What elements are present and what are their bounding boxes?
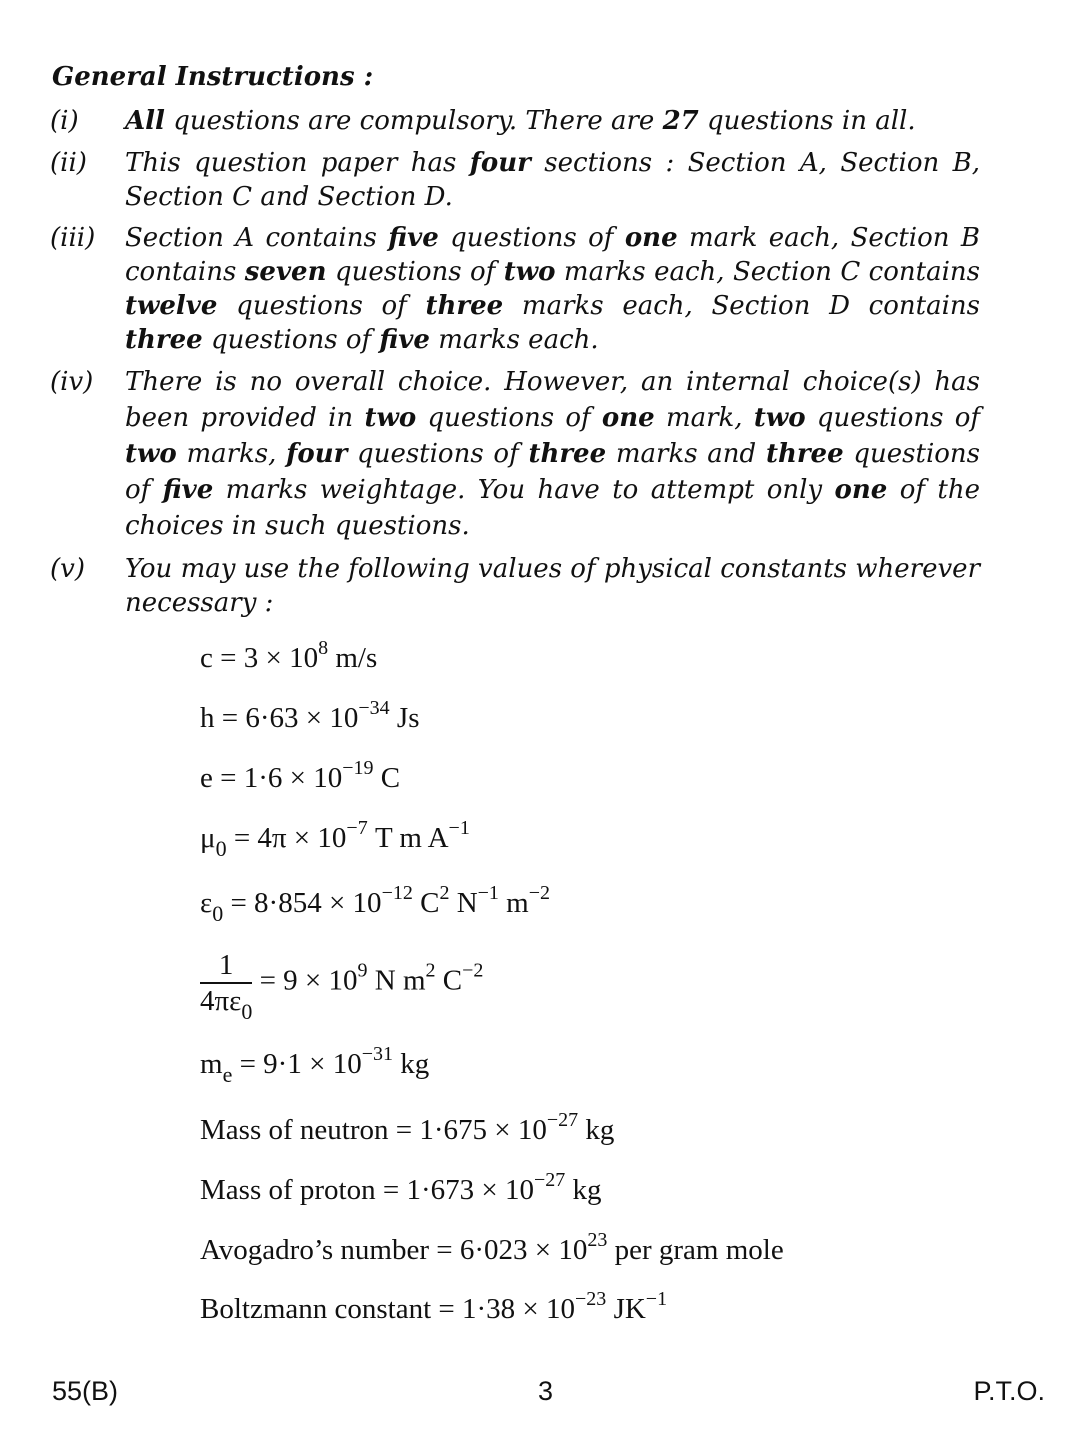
emphasis-text: All — [125, 106, 165, 136]
constant-exponent: −12 — [381, 882, 413, 904]
instruction-number: (iv) — [50, 367, 94, 397]
emphasis-text: two — [125, 439, 177, 469]
denominator-text: 4πε — [200, 985, 242, 1017]
constant-avogadro — [200, 1229, 784, 1268]
emphasis-text: five — [388, 223, 439, 253]
constant-subscript: e — [222, 1062, 233, 1087]
instruction-fragment: marks, — [176, 439, 287, 469]
constant-value: Boltzmann constant = 1·38 × 10 — [200, 1293, 576, 1325]
constant-exponent: −34 — [358, 697, 390, 719]
emphasis-text: four — [286, 439, 348, 469]
constant-subscript: 0 — [212, 901, 224, 926]
instruction-fragment: marks weightage. You have to attempt only — [213, 475, 835, 505]
instruction-fragment: marks each, Section D contains — [503, 291, 980, 321]
instruction-fragment: questions of — [125, 439, 981, 505]
constant-coulomb — [200, 948, 484, 1024]
constant-unit: N m — [367, 964, 426, 997]
constant-value: = 8·854 × 10 — [223, 887, 382, 919]
instruction-fragment: questions of — [805, 403, 980, 433]
please-turn-over: P.T.O. — [973, 1376, 1045, 1406]
constant-exponent: 23 — [587, 1229, 608, 1251]
constant-exponent: −27 — [533, 1169, 566, 1191]
constant-value: Avogadro’s number = 6·023 × 10 — [200, 1234, 588, 1266]
paper-code: 55(B) — [52, 1376, 119, 1406]
instruction-fragment: There is no overall choice. However, an internal choice(s) has been provided in — [125, 367, 980, 433]
instruction-number: (iii) — [50, 223, 96, 253]
emphasis-text: five — [379, 325, 430, 355]
emphasis-text: three — [765, 439, 844, 469]
fraction-numerator: 1 — [200, 948, 252, 984]
instruction-number: (ii) — [50, 148, 87, 178]
instruction-fragment: sections : Section A, Section B, Section C and Section D. — [125, 148, 980, 212]
page-number: 3 — [538, 1376, 554, 1406]
instruction-ii — [50, 146, 980, 214]
emphasis-text: three — [125, 325, 203, 355]
unit-exponent: −1 — [477, 882, 499, 904]
fraction — [200, 948, 253, 1024]
constant-value: = 6·63 × 10 — [214, 702, 359, 734]
constant-symbol: c — [200, 642, 213, 674]
constant-exponent: −27 — [546, 1109, 579, 1131]
constant-exponent: 9 — [357, 959, 368, 982]
emphasis-text: twelve — [125, 291, 218, 321]
constant-unit: per gram mole — [607, 1234, 784, 1266]
constant-boltzmann — [200, 1288, 668, 1327]
constant-symbol: μ — [200, 822, 216, 854]
constant-electron-charge — [200, 757, 401, 796]
emphasis-text: two — [753, 403, 806, 433]
emphasis-text: one — [624, 223, 678, 253]
instruction-fragment: marks each, Section C contains — [555, 257, 980, 287]
instruction-fragment: questions are compulsory. There are — [164, 106, 663, 136]
instruction-i — [50, 104, 980, 138]
instruction-fragment: questions of — [438, 223, 625, 253]
emphasis-text: two — [503, 257, 556, 287]
constant-subscript: 0 — [215, 836, 227, 861]
constant-value: = 9 × 10 — [252, 964, 358, 997]
constant-unit: JK — [606, 1293, 646, 1325]
instruction-iv — [50, 364, 980, 544]
constant-unit: N — [449, 887, 478, 919]
instruction-fragment: mark, — [654, 403, 754, 433]
instruction-fragment: questions of — [347, 439, 529, 469]
constant-permittivity — [200, 882, 551, 926]
unit-exponent: −2 — [462, 959, 484, 982]
constant-symbol: ε — [200, 887, 213, 919]
emphasis-text: three — [425, 291, 504, 321]
instruction-v — [50, 552, 980, 620]
emphasis-text: one — [601, 403, 655, 433]
instruction-fragment: This question paper has — [125, 148, 470, 178]
fraction-denominator — [200, 984, 253, 1024]
emphasis-text: one — [834, 475, 888, 505]
unit-exponent: −1 — [645, 1288, 668, 1310]
constant-permeability — [200, 817, 470, 861]
constant-neutron-mass — [200, 1109, 615, 1148]
constant-exponent: −23 — [575, 1288, 607, 1310]
instruction-text — [125, 104, 980, 138]
constant-unit: kg — [578, 1114, 615, 1146]
instruction-fragment: questions of — [326, 257, 504, 287]
instruction-iii — [50, 221, 980, 357]
constant-speed-of-light — [200, 637, 378, 676]
emphasis-text: two — [364, 403, 417, 433]
constant-unit: m/s — [328, 642, 378, 674]
constant-exponent: 8 — [318, 637, 329, 659]
emphasis-text: four — [469, 148, 531, 178]
emphasis-text: five — [162, 475, 214, 505]
constant-value: Mass of proton = 1·673 × 10 — [200, 1174, 534, 1206]
constant-value: = 1·6 × 10 — [212, 762, 343, 794]
instruction-fragment: questions of — [217, 291, 426, 321]
constant-symbol: h — [200, 702, 215, 734]
constant-value: = 4π × 10 — [226, 822, 347, 854]
unit-exponent: 2 — [425, 959, 436, 982]
denominator-subscript: 0 — [241, 999, 253, 1024]
instruction-fragment: Section A contains — [125, 223, 389, 253]
instruction-fragment: questions of — [416, 403, 602, 433]
unit-exponent: −1 — [448, 817, 470, 839]
instruction-text — [125, 552, 980, 620]
constant-unit: kg — [392, 1048, 430, 1080]
unit-exponent: 2 — [439, 882, 450, 904]
instruction-fragment: marks and — [606, 439, 766, 469]
constant-unit: kg — [565, 1174, 602, 1206]
constant-unit: Js — [389, 702, 420, 734]
constant-unit: m — [498, 887, 529, 919]
instruction-number: (i) — [50, 106, 79, 136]
constant-symbol: m — [200, 1048, 223, 1080]
constant-symbol: e — [200, 762, 213, 794]
unit-exponent: −2 — [528, 882, 551, 904]
instruction-fragment: of the choices in such questions. — [125, 475, 981, 541]
constant-unit: C — [373, 762, 401, 794]
instruction-fragment: You may use the following values of physical constants wherever necessary : — [125, 554, 980, 618]
constant-exponent: −19 — [342, 757, 374, 779]
instruction-fragment: marks each. — [429, 325, 599, 355]
constant-value: = 3 × 10 — [212, 642, 319, 674]
constant-exponent: −31 — [361, 1043, 393, 1065]
instruction-number: (v) — [50, 554, 85, 584]
instruction-text — [125, 221, 980, 357]
instruction-text — [125, 146, 980, 214]
constant-exponent: −7 — [346, 817, 368, 839]
constant-unit: T m A — [367, 822, 449, 854]
constant-value: Mass of neutron = 1·675 × 10 — [200, 1114, 547, 1146]
instruction-fragment: mark each, Section B contains — [125, 223, 981, 287]
constant-value: = 9·1 × 10 — [232, 1048, 362, 1080]
instruction-fragment: questions in all. — [698, 106, 916, 136]
constant-unit: C — [435, 964, 463, 997]
instruction-fragment: questions of — [202, 325, 380, 355]
constant-proton-mass — [200, 1169, 602, 1208]
instruction-text — [125, 364, 980, 544]
emphasis-text: three — [528, 439, 607, 469]
constant-planck — [200, 697, 420, 736]
instructions-heading: General Instructions : — [52, 62, 374, 92]
constant-electron-mass — [200, 1043, 430, 1087]
constant-unit: C — [412, 887, 440, 919]
emphasis-text: seven — [244, 257, 327, 287]
emphasis-text: 27 — [662, 106, 699, 136]
